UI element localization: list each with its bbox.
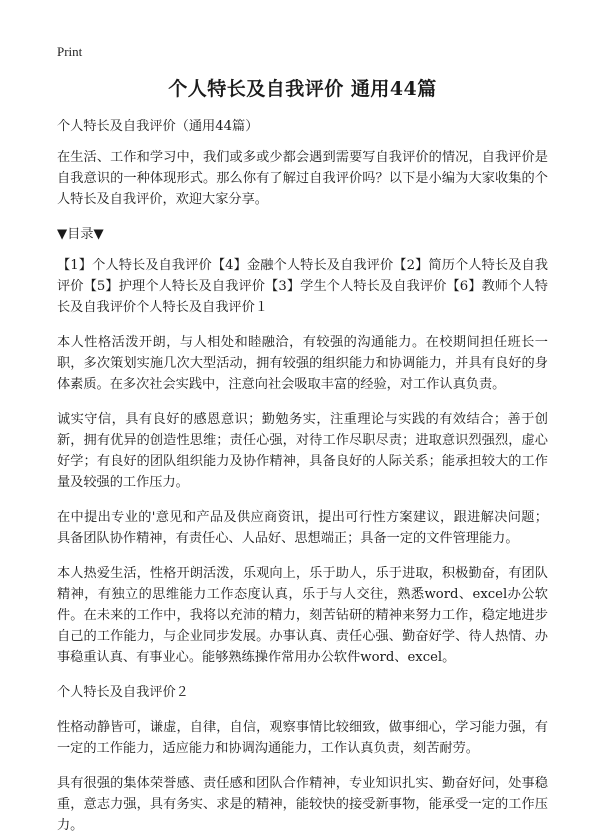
section2-paragraph-1: 性格动静皆可，谦虚，自律，自信，观察事情比较细致，做事细心，学习能力强，有一定的工作能力，适应能力和协调沟通能力，工作认真负责，刻苦耐劳。 [57,720,548,756]
intro-paragraph: 在生活、工作和学习中，我们或多或少都会遇到需要写自我评价的情况，自我评价是自我意识的一种体现形式。那么你有了解过自我评价吗？以下是小编为大家收集的个人特长及自我评价，欢迎大家分享。 [57,150,548,207]
section1-paragraph-3: 在中提出专业的'意见和产品及供应商资讯，提出可行性方案建议，跟进解决问题；具备团队协作精神，有责任心、人品好、思想端正；具备一定的文件管理能力。 [57,510,548,546]
section1-paragraph-4: 本人热爱生活，性格开朗活泼，乐观向上，乐于助人，乐于进取，积极勤奋，有团队精神，有独立的思维能力工作态度认真，乐于与人交往，熟悉word、excel办公软件。在未来的工作中，我将以充沛的精力，刻苦钻研的精神来努力工作，稳定地进步自己的工作能力，与企业同步发展。办事认真、责任心强、勤奋好学、待人热情、办事稳重认真、有事业心。能够熟练操作常用办公软件word、excel。 [57,566,548,665]
toc-heading: ▼目录▼ [57,227,104,242]
toc-links[interactable]: 【1】个人特长及自我评价【4】金融个人特长及自我评价【2】简历个人特长及自我评价【5】护理个人特长及自我评价【3】学生个人特长及自我评价【6】教师个人特长及自我评价个人特长及自我评价１ [57,258,548,315]
section2-heading: 个人特长及自我评价２ [57,685,189,700]
document-subtitle: 个人特长及自我评价（通用44篇） [57,119,259,134]
section1-paragraph-2: 诚实守信，具有良好的感恩意识；勤勉务实，注重理论与实践的有效结合；善于创新，拥有优异的创造性思维；责任心强，对待工作尽职尽责；进取意识烈强烈，虚心好学；有良好的团队组织能力及协作精神，具备良好的人际关系；能承担较大的工作量及较强的工作压力。 [57,412,548,490]
print-label: Print [57,44,83,59]
section1-paragraph-1: 本人性格活泼开朗，与人相处和睦融洽，有较强的沟通能力。在校期间担任班长一职，多次策划实施几次大型活动，拥有较强的组织能力和协调能力，并具有良好的身体素质。在多次社会实践中，注意向社会吸取丰富的经验，对工作认真负责。 [57,335,548,392]
section2-paragraph-2: 具有很强的集体荣誉感、责任感和团队合作精神，专业知识扎实、勤奋好问，处事稳重，意志力强，具有务实、求是的精神，能较快的接受新事物，能承受一定的工作压力。 [57,776,548,833]
document-title: 个人特长及自我评价 通用44篇 [168,78,437,100]
